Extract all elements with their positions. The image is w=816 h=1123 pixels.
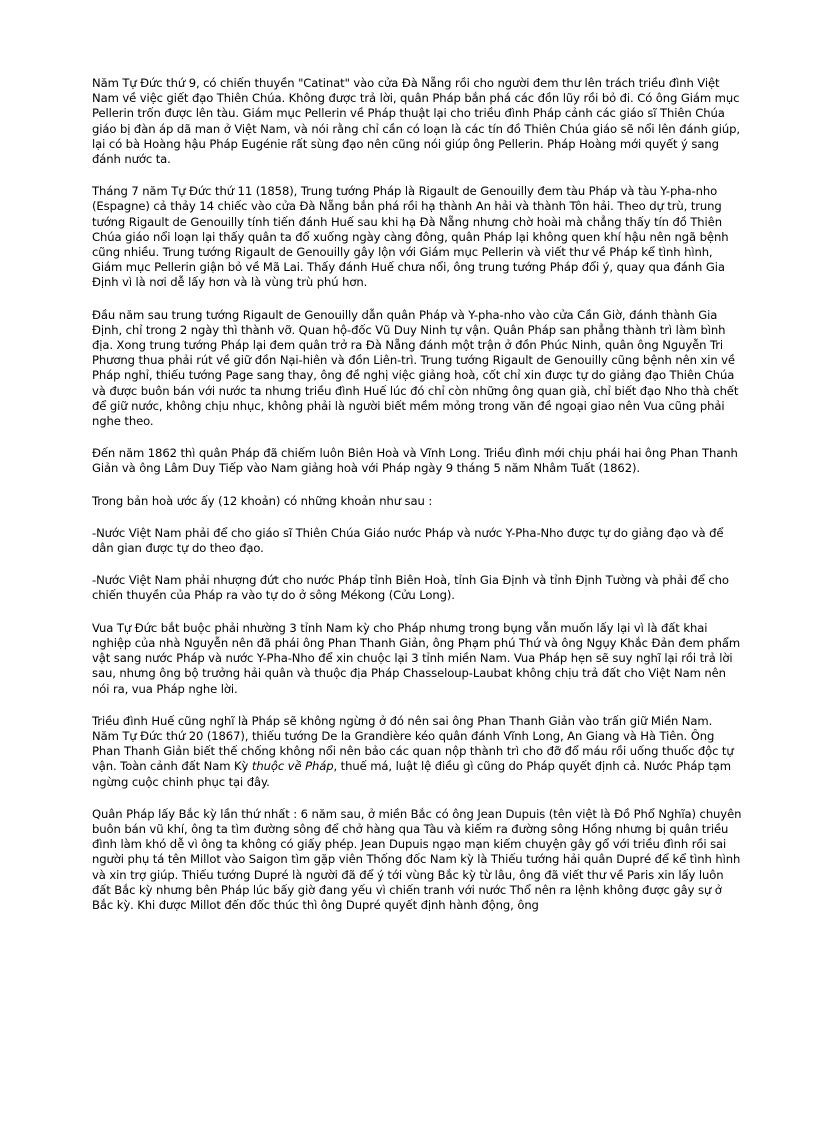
- document-page: [92, 76, 742, 930]
- paragraph-10: Quân Pháp lấy Bắc kỳ lần thứ nhất : 6 năm sau, ở miền Bắc có ông Jean Dupuis (tên việt là Đồ Phổ Nghĩa) chuyên buôn bán vũ khí, ông ta tìm đường sông để chở hàng qua Tàu và kiếm ra đường sông Hồng nhưng bị quân triều đình làm khó dễ vì ông ta không có giấy phép. Jean Dupuis ngạo mạn kiếm chuyện gây gổ với triều đình rồi sai người phụ tá tên Millot vào Saigon tìm gặp viên Thống đốc Nam kỳ là Thiếu tướng hải quân Dupré để kể tình hình và xin trợ giúp. Thiếu tướng Dupré là người đã để ý tới vùng Bắc kỳ từ lâu, ông đã viết thư về Paris xin lấy luôn đất Bắc kỳ nhưng bên Pháp lúc bấy giờ đang yếu vì chiến tranh với nước Thổ nên ra lệnh không được gây sự ở Bắc kỳ. Khi được Millot đến đốc thúc thì ông Dupré quyết định hành động, ông: [92, 806, 742, 912]
- paragraph-9-before: Triều đình Huế cũng nghĩ là Pháp sẽ không ngừng ở đó nên sai ông Phan Thanh Giản vào trấn giữ Miền Nam. Năm Tự Đức thứ 20 (1867), thiếu tướng De la Grandière kéo quân đánh Vĩnh Long, An Giang và Hà Tiên. Ông Phan Thanh Giản biết thế chống không nổi nên bảo các quan nộp thành trì cho đỡ đổ máu rồi uống thuốc độc tự vận. Toàn cảnh đất Nam Kỳ: [92, 713, 734, 774]
- paragraph-2: Tháng 7 năm Tự Đức thứ 11 (1858), Trung tướng Pháp là Rigault de Genouilly đem tàu Pháp và tàu Y-pha-nho (Espagne) cả thảy 14 chiếc vào cửa Đà Nẵng bắn phá rồi hạ thành An hải và thành Tôn hải. Theo dự trù, trung tướng Rigault de Genouilly tính tiến đánh Huế sau khi hạ Đà Nẵng nhưng chờ hoài mà chẳng thấy tín đồ Thiên Chúa giáo nổi loạn lại thấy quân ta đổ xuống ngày càng đông, quân Pháp lại không quen khí hậu nên ngã bệnh cũng nhiều. Trung tướng Rigault de Genouilly gây lộn với Giám mục Pellerin và viết thư về Pháp kể tình hình, Giám mục Pellerin giận bỏ về Mã Lai. Thấy đánh Huế chưa nổi, ông trung tướng Pháp đổi ý, quay qua đánh Gia Định vì là nơi dễ lấy hơn và là vùng trù phú hơn.: [92, 184, 729, 290]
- paragraph-7: -Nước Việt Nam phải nhượng đứt cho nước Pháp tỉnh Biên Hoà, tỉnh Gia Định và tỉnh Định Tường và phải để cho chiến thuyền của Pháp ra vào tự do ở sông Mékong (Cửu Long).: [92, 573, 729, 603]
- paragraph-1: Năm Tự Đức thứ 9, có chiến thuyền "Catinat" vào cửa Đà Nẵng rồi cho người đem thư lên trách triều đình Việt Nam về việc giết đạo Thiên Chúa. Không được trả lời, quân Pháp bắn phá các đồn lũy rồi bỏ đi. Có ông Giám mục Pellerin trốn được lên tàu. Giám mục Pellerin về Pháp thuật lại cho triều đình Pháp cảnh các giáo sĩ Thiên Chúa giáo bị đàn áp dã man ở Việt Nam, và nói rằng chỉ cần có loạn là các tín đồ Thiên Chúa giáo sẽ nổi lên đánh giúp, lại có bà Hoàng hậu Pháp Eugénie rất sùng đạo nên cũng nói giúp ông Pellerin. Pháp Hoàng mới quyết ý sang đánh nước ta.: [92, 76, 740, 167]
- paragraph-9: [92, 714, 742, 790]
- paragraph-9-italic: thuộc về Pháp: [251, 759, 334, 774]
- paragraph-8: Vua Tự Đức bắt buộc phải nhường 3 tỉnh Nam kỳ cho Pháp nhưng trong bụng vẫn muốn lấy lại vì là đất khai nghiệp của nhà Nguyễn nên đã phái ông Phan Thanh Giản, ông Phạm phú Thứ và ông Ngụy Khắc Đản đem phẩm vật sang nước Pháp và nước Y-Pha-Nho để xin chuộc lại 3 tỉnh miền Nam. Vua Pháp hẹn sẽ suy nghĩ lại rồi trả lời sau, nhưng ông bộ trưởng hải quân và thuộc địa Pháp Chasseloup-Laubat không chịu trả đất cho Việt Nam nên nói ra, vua Pháp nghe lời.: [92, 620, 741, 696]
- paragraph-9-after: , thuế má, luật lệ điều gì cũng do Pháp quyết định cả. Nước Pháp tạm ngừng cuộc chinh phục tại đây.: [92, 759, 731, 789]
- paragraph-5: Trong bản hoà ước ấy (12 khoản) có những khoản như sau :: [92, 493, 433, 508]
- paragraph-3: Đầu năm sau trung tướng Rigault de Genouilly dẫn quân Pháp và Y-pha-nho vào cửa Cần Giờ, đánh thành Gia Định, chỉ trong 2 ngày thì thành vỡ. Quan hộ-đốc Vũ Duy Ninh tự vận. Quân Pháp san phẳng thành trì làm bình địa. Xong trung tướng Pháp lại đem quân trở ra Đà Nẵng đánh một trận ở đồn Phúc Ninh, quân ông Nguyễn Tri Phương thua phải rút về giữ đồn Nại-hiên và đồn Liên-trì. Trung tướng Rigault de Genouilly cũng bệnh nên xin về Pháp nghỉ, thiếu tướng Page sang thay, ông đề nghị việc giảng hoà, cốt chỉ xin được tự do giảng đạo Thiên Chúa và được buôn bán với nước ta nhưng triều đình Huế lúc đó chỉ còn những ông quan già, chỉ biết đạo Nho thà chết để giữ nước, không chịu nhục, không phải là người biết mềm mỏng trong văn đề ngoại giao nên Vua cũng phải nghe theo.: [92, 307, 739, 429]
- paragraph-6: -Nước Việt Nam phải để cho giáo sĩ Thiên Chúa Giáo nước Pháp và nước Y-Pha-Nho được tự do giảng đạo và để dân gian được tự do theo đạo.: [92, 525, 724, 556]
- paragraph-4: Đến năm 1862 thì quân Pháp đã chiếm luôn Biên Hoà và Vĩnh Long. Triều đình mới chịu phái hai ông Phan Thanh Giản và ông Lâm Duy Tiếp vào Nam giảng hoà với Pháp ngày 9 tháng 5 năm Nhâm Tuất (1862).: [92, 446, 738, 476]
